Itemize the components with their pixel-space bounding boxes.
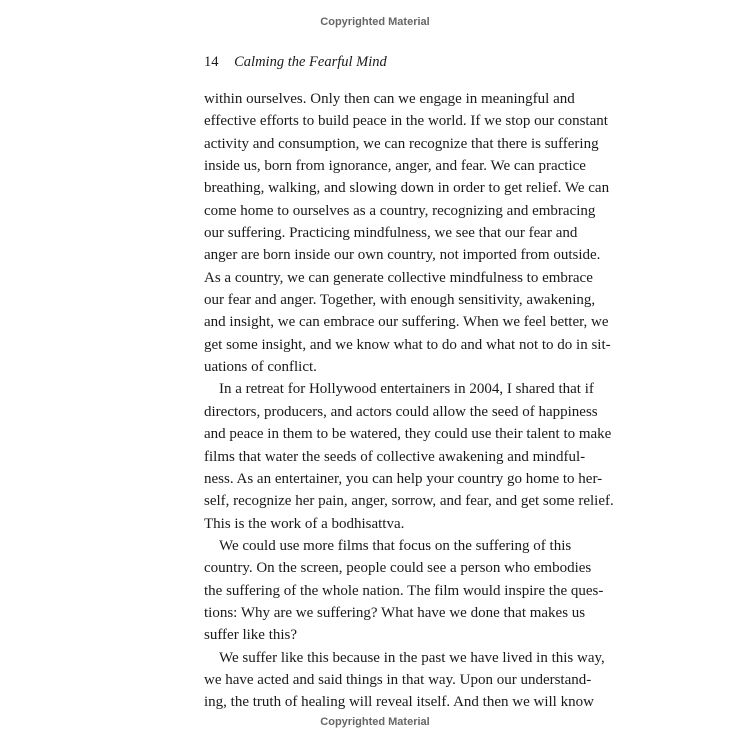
text-line: country. On the screen, people could see a person who embodies	[204, 560, 592, 577]
text-line: uations of conflict.	[204, 359, 317, 376]
text-line: inside us, born from ignorance, anger, and fear. We can practice	[204, 158, 586, 175]
text-line: our suffering. Practicing mindfulness, we see that our fear and	[204, 225, 578, 242]
text-line: come home to ourselves as a country, recognizing and embracing	[204, 202, 596, 219]
text-line: and insight, we can embrace our suffering. When we feel better, we	[204, 314, 609, 331]
text-line: directors, producers, and actors could allow the seed of happiness	[204, 403, 598, 420]
running-header	[204, 54, 387, 71]
running-title: Calming the Fearful Mind	[234, 54, 387, 70]
text-line: suffer like this?	[204, 627, 298, 644]
text-line: we have acted and said things in that way. Upon our understand-	[204, 671, 592, 688]
text-line: We suffer like this because in the past we have lived in this way,	[204, 649, 605, 666]
text-line: anger are born inside our own country, not imported from outside.	[204, 247, 601, 264]
paragraph	[204, 88, 611, 378]
body-text	[204, 88, 614, 714]
paragraph	[204, 647, 605, 714]
text-line: In a retreat for Hollywood entertainers in 2004, I shared that if	[204, 381, 594, 398]
text-line: ness. As an entertainer, you can help your country go home to her-	[204, 470, 603, 487]
text-line: our fear and anger. Together, with enough sensitivity, awakening,	[204, 292, 596, 309]
paragraph	[204, 535, 604, 647]
text-line: get some insight, and we know what to do and what not to do in sit-	[204, 336, 611, 353]
text-line: and peace in them to be watered, they could use their talent to make	[204, 426, 612, 443]
copyright-watermark-bottom: Copyrighted Material	[320, 716, 430, 728]
text-line: self, recognize her pain, anger, sorrow, and fear, and get some relief.	[204, 493, 614, 510]
paragraph	[204, 378, 614, 534]
text-line: films that water the seeds of collective awakening and mindful-	[204, 448, 586, 465]
text-line: breathing, walking, and slowing down in order to get relief. We can	[204, 180, 610, 197]
text-line: As a country, we can generate collective mindfulness to embrace	[204, 269, 593, 286]
text-line: effective efforts to build peace in the world. If we stop our constant	[204, 113, 608, 130]
text-line: ing, the truth of healing will reveal itself. And then we will know	[204, 694, 594, 711]
text-line: tions: Why are we suffering? What have we done that makes us	[204, 604, 586, 621]
text-line: This is the work of a bodhisattva.	[204, 515, 405, 532]
copyright-watermark-top: Copyrighted Material	[320, 16, 430, 28]
text-line: We could use more films that focus on the suffering of this	[204, 537, 572, 554]
text-line: activity and consumption, we can recognize that there is suffering	[204, 135, 599, 152]
text-line: the suffering of the whole nation. The film would inspire the ques-	[204, 582, 604, 599]
text-line: within ourselves. Only then can we engage in meaningful and	[204, 91, 575, 107]
page-number: 14	[204, 54, 219, 70]
